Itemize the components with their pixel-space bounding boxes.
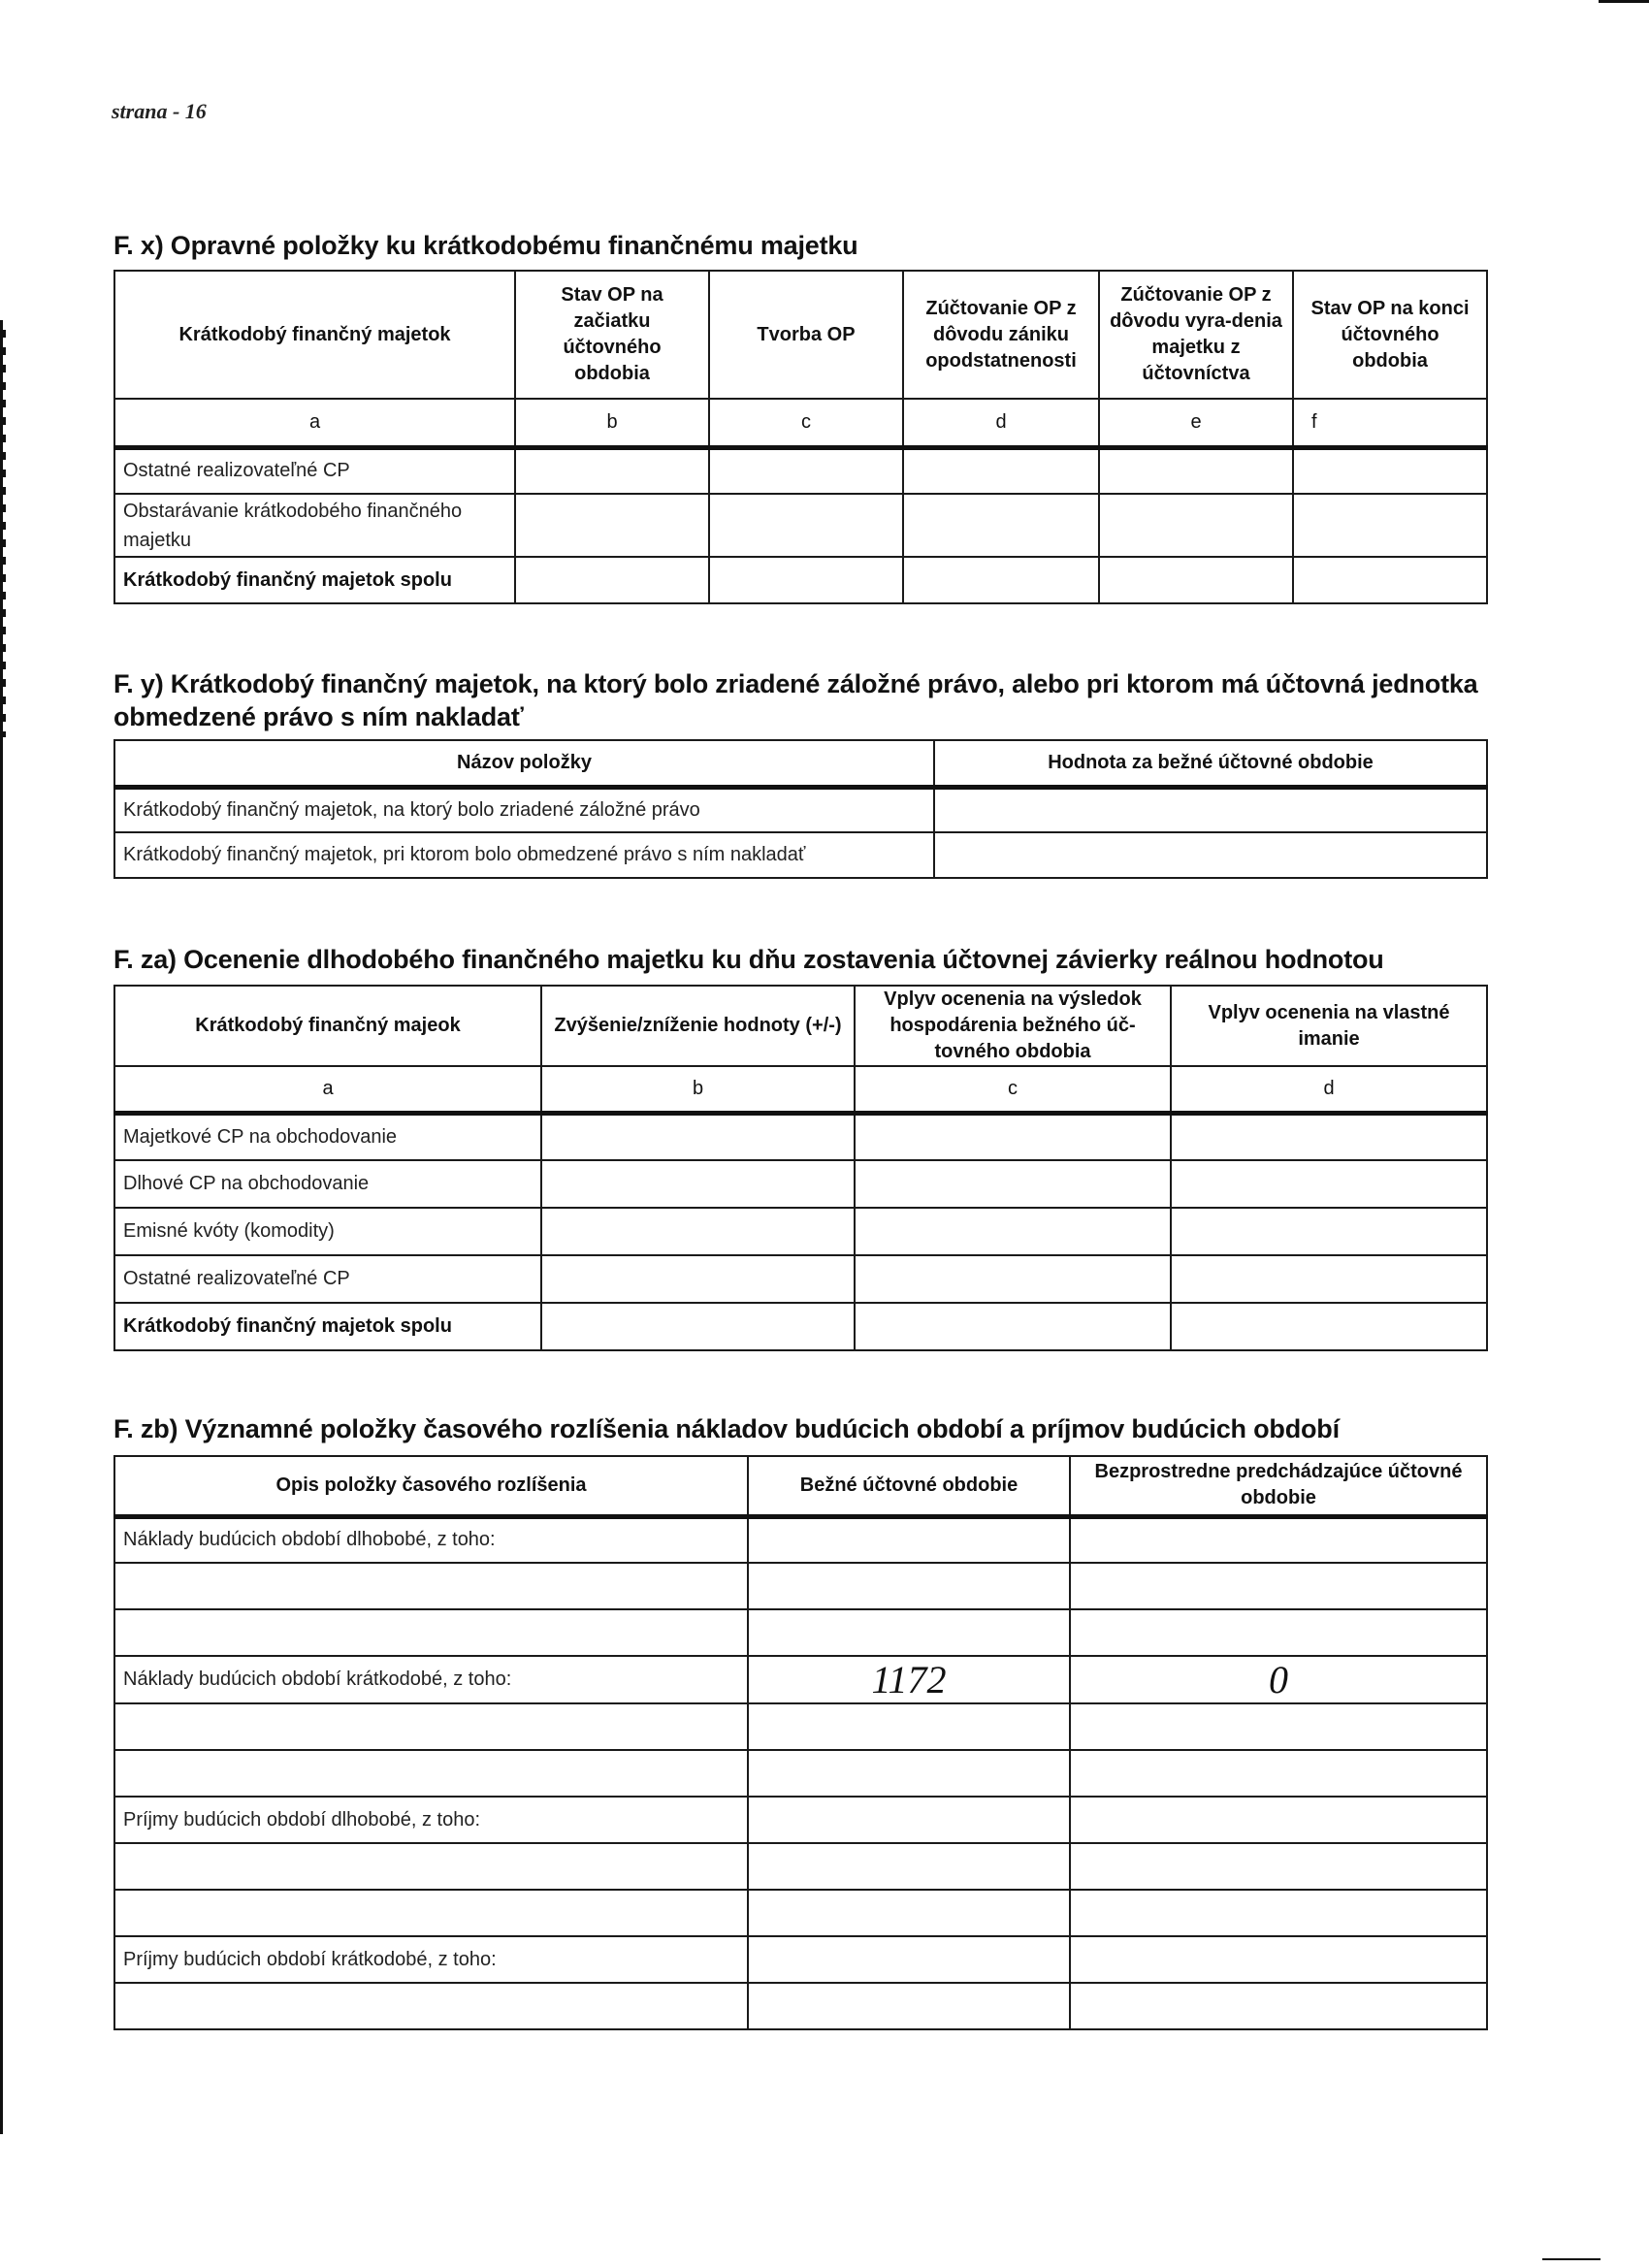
row-label: Majetkové CP na obchodovanie bbox=[114, 1113, 541, 1160]
current-period-cell[interactable] bbox=[748, 1797, 1070, 1843]
table-header-row bbox=[114, 740, 1487, 787]
table-header-row bbox=[114, 271, 1487, 399]
section-title-fza: F. za) Ocenenie dlhodobého finančného majetku ku dňu zostavenia účtovnej závierky reálnou hodnotou bbox=[113, 945, 1384, 974]
previous-period-cell[interactable] bbox=[1070, 1983, 1487, 2029]
column-letter: e bbox=[1099, 399, 1293, 447]
current-period-cell[interactable] bbox=[748, 1563, 1070, 1609]
column-header: Zúčtovanie OP z dôvodu zániku opodstatnenosti bbox=[903, 271, 1099, 399]
input-cell[interactable] bbox=[1171, 1255, 1487, 1303]
row-label: Príjmy budúcich období dlhobobé, z toho: bbox=[114, 1797, 748, 1843]
table-row bbox=[114, 1656, 1487, 1703]
column-header: Zúčtovanie OP z dôvodu vyra-denia majetku z účtovníctva bbox=[1099, 271, 1293, 399]
input-cell[interactable] bbox=[855, 1113, 1171, 1160]
row-label bbox=[114, 1563, 748, 1609]
column-header: Stav OP na začiatku účtovného obdobia bbox=[515, 271, 709, 399]
input-cell[interactable] bbox=[515, 447, 709, 494]
table-fza bbox=[113, 985, 1488, 1351]
table-row bbox=[114, 787, 1487, 832]
table-row-total bbox=[114, 1303, 1487, 1350]
table-row bbox=[114, 1113, 1487, 1160]
input-cell[interactable] bbox=[709, 447, 903, 494]
row-label bbox=[114, 1843, 748, 1890]
table-fzb bbox=[113, 1455, 1488, 2030]
column-letter: d bbox=[903, 399, 1099, 447]
input-cell[interactable] bbox=[903, 494, 1099, 557]
table-row bbox=[114, 1936, 1487, 1983]
input-cell[interactable] bbox=[1171, 1208, 1487, 1255]
table-row-total bbox=[114, 557, 1487, 603]
column-header: Hodnota za bežné účtovné obdobie bbox=[934, 740, 1487, 787]
input-cell[interactable] bbox=[1099, 557, 1293, 603]
row-label: Emisné kvóty (komodity) bbox=[114, 1208, 541, 1255]
column-header: Vplyv ocenenia na vlastné imanie bbox=[1171, 986, 1487, 1066]
input-cell[interactable] bbox=[903, 557, 1099, 603]
input-cell[interactable] bbox=[934, 787, 1487, 832]
input-cell[interactable] bbox=[1293, 494, 1487, 557]
current-period-cell[interactable] bbox=[748, 1843, 1070, 1890]
table-row bbox=[114, 1563, 1487, 1609]
input-cell[interactable] bbox=[709, 494, 903, 557]
previous-period-cell[interactable] bbox=[1070, 1843, 1487, 1890]
previous-period-cell[interactable] bbox=[1070, 1703, 1487, 1750]
input-cell[interactable] bbox=[1099, 447, 1293, 494]
table-header-row bbox=[114, 1456, 1487, 1516]
previous-period-cell[interactable] bbox=[1070, 1797, 1487, 1843]
row-label: Dlhové CP na obchodovanie bbox=[114, 1160, 541, 1208]
column-header: Stav OP na konci účtovného obdobia bbox=[1293, 271, 1487, 399]
input-cell[interactable] bbox=[541, 1113, 855, 1160]
input-cell[interactable] bbox=[1171, 1160, 1487, 1208]
input-cell[interactable] bbox=[709, 557, 903, 603]
column-header: Názov položky bbox=[114, 740, 934, 787]
table-row bbox=[114, 1797, 1487, 1843]
previous-period-cell[interactable] bbox=[1070, 1609, 1487, 1656]
row-label: Ostatné realizovateľné CP bbox=[114, 1255, 541, 1303]
current-period-cell[interactable] bbox=[748, 1516, 1070, 1563]
input-cell[interactable] bbox=[855, 1255, 1171, 1303]
input-cell[interactable] bbox=[541, 1303, 855, 1350]
column-letter: d bbox=[1171, 1066, 1487, 1113]
input-cell[interactable] bbox=[515, 557, 709, 603]
current-period-cell-handwritten[interactable]: 1172 bbox=[748, 1656, 1070, 1703]
column-letter: c bbox=[709, 399, 903, 447]
row-label: Príjmy budúcich období krátkodobé, z toho: bbox=[114, 1936, 748, 1983]
row-label bbox=[114, 1983, 748, 2029]
input-cell[interactable] bbox=[1099, 494, 1293, 557]
input-cell[interactable] bbox=[1293, 557, 1487, 603]
column-header: Tvorba OP bbox=[709, 271, 903, 399]
letter-row bbox=[114, 1066, 1487, 1113]
scan-edge-top-right bbox=[1599, 0, 1649, 3]
column-header: Zvýšenie/zníženie hodnoty (+/-) bbox=[541, 986, 855, 1066]
row-label: Náklady budúcich období krátkodobé, z toho: bbox=[114, 1656, 748, 1703]
table-fy bbox=[113, 739, 1488, 879]
row-label: Krátkodobý finančný majetok spolu bbox=[114, 557, 515, 603]
input-cell[interactable] bbox=[541, 1160, 855, 1208]
previous-period-cell[interactable] bbox=[1070, 1750, 1487, 1797]
row-label bbox=[114, 1609, 748, 1656]
previous-period-cell[interactable] bbox=[1070, 1563, 1487, 1609]
row-label: Ostatné realizovateľné CP bbox=[114, 447, 515, 494]
input-cell[interactable] bbox=[855, 1303, 1171, 1350]
table-row bbox=[114, 447, 1487, 494]
table-fx bbox=[113, 270, 1488, 604]
table-row bbox=[114, 1516, 1487, 1563]
input-cell[interactable] bbox=[515, 494, 709, 557]
table-row bbox=[114, 1609, 1487, 1656]
table-row bbox=[114, 1208, 1487, 1255]
column-letter: b bbox=[541, 1066, 855, 1113]
row-label: Krátkodobý finančný majetok, na ktorý bolo zriadené záložné právo bbox=[114, 787, 934, 832]
column-letter: c bbox=[855, 1066, 1171, 1113]
current-period-cell[interactable] bbox=[748, 1703, 1070, 1750]
row-label bbox=[114, 1890, 748, 1936]
previous-period-cell-handwritten[interactable]: 0 bbox=[1070, 1656, 1487, 1703]
table-header-row bbox=[114, 986, 1487, 1066]
input-cell[interactable] bbox=[1171, 1113, 1487, 1160]
current-period-cell[interactable] bbox=[748, 1983, 1070, 2029]
row-label: Náklady budúcich období dlhobobé, z toho: bbox=[114, 1516, 748, 1563]
column-header: Bežné účtovné obdobie bbox=[748, 1456, 1070, 1516]
current-period-cell[interactable] bbox=[748, 1609, 1070, 1656]
previous-period-cell[interactable] bbox=[1070, 1890, 1487, 1936]
row-label bbox=[114, 1750, 748, 1797]
input-cell[interactable] bbox=[855, 1208, 1171, 1255]
column-header: Krátkodobý finančný majetok bbox=[114, 271, 515, 399]
letter-row bbox=[114, 399, 1487, 447]
input-cell[interactable] bbox=[903, 447, 1099, 494]
previous-period-cell[interactable] bbox=[1070, 1936, 1487, 1983]
column-header: Vplyv ocenenia na výsledok hospodárenia bežného úč-tovného obdobia bbox=[855, 986, 1171, 1066]
column-letter: a bbox=[114, 1066, 541, 1113]
input-cell[interactable] bbox=[855, 1160, 1171, 1208]
column-header: Opis položky časového rozlíšenia bbox=[114, 1456, 748, 1516]
input-cell[interactable] bbox=[1171, 1303, 1487, 1350]
table-row bbox=[114, 1890, 1487, 1936]
section-title-fy: F. y) Krátkodobý finančný majetok, na ktorý bolo zriadené záložné právo, alebo pri ktorom má účtovná jednotka obmedzené právo s ním nakladať bbox=[113, 669, 1478, 731]
table-row bbox=[114, 1843, 1487, 1890]
table-row bbox=[114, 1983, 1487, 2029]
table-row bbox=[114, 1160, 1487, 1208]
row-label bbox=[114, 1703, 748, 1750]
column-letter: a bbox=[114, 399, 515, 447]
previous-period-cell[interactable] bbox=[1070, 1516, 1487, 1563]
input-cell[interactable] bbox=[934, 832, 1487, 878]
section-title-fzb: F. zb) Významné položky časového rozlíšenia nákladov budúcich období a príjmov budúcich období bbox=[113, 1414, 1340, 1443]
table-row bbox=[114, 1750, 1487, 1797]
page-number: strana - 16 bbox=[112, 99, 207, 123]
row-label: Obstarávanie krátkodobého finančného majetku bbox=[114, 494, 515, 557]
current-period-cell[interactable] bbox=[748, 1890, 1070, 1936]
row-label: Krátkodobý finančný majetok, pri ktorom bolo obmedzené právo s ním nakladať bbox=[114, 832, 934, 878]
column-header: Krátkodobý finančný majeok bbox=[114, 986, 541, 1066]
table-row bbox=[114, 1703, 1487, 1750]
scan-edge-bottom-right bbox=[1542, 2258, 1600, 2260]
input-cell[interactable] bbox=[541, 1208, 855, 1255]
current-period-cell[interactable] bbox=[748, 1750, 1070, 1797]
table-row bbox=[114, 494, 1487, 557]
scan-edge-dashes bbox=[0, 330, 6, 737]
current-period-cell[interactable] bbox=[748, 1936, 1070, 1983]
column-letter: b bbox=[515, 399, 709, 447]
table-row bbox=[114, 832, 1487, 878]
section-title-fx: F. x) Opravné položky ku krátkodobému finančnému majetku bbox=[113, 231, 858, 260]
row-label: Krátkodobý finančný majetok spolu bbox=[114, 1303, 541, 1350]
input-cell[interactable] bbox=[541, 1255, 855, 1303]
column-header: Bezprostredne predchádzajúce účtovné obdobie bbox=[1070, 1456, 1487, 1516]
table-row bbox=[114, 1255, 1487, 1303]
column-letter: f bbox=[1293, 399, 1487, 447]
input-cell[interactable] bbox=[1293, 447, 1487, 494]
